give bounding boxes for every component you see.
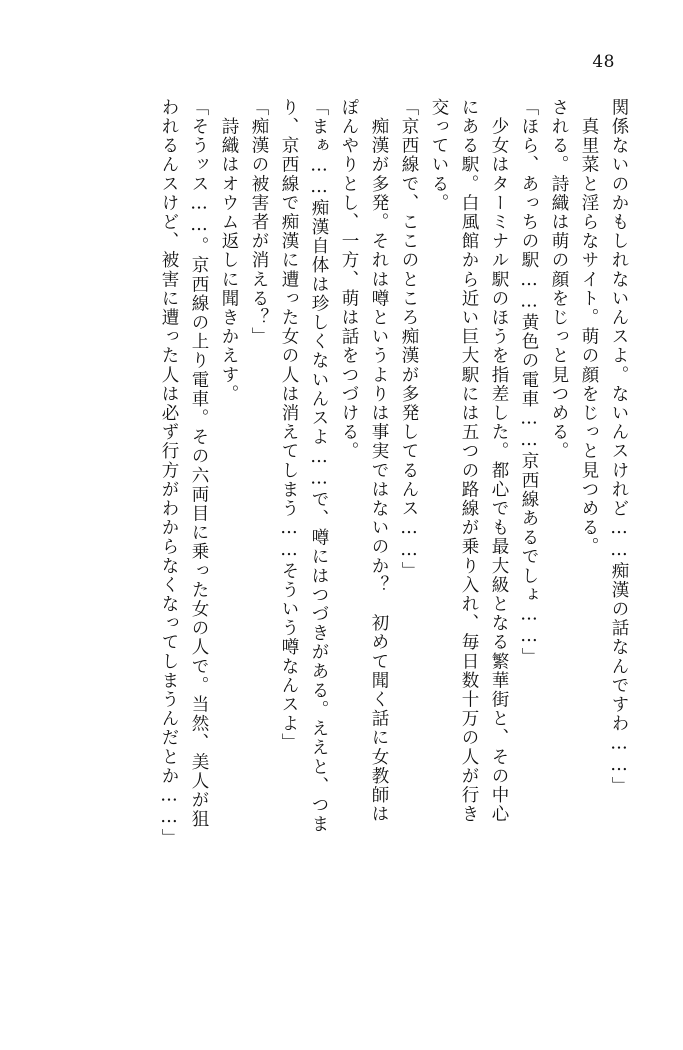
text-line: り、京西線で痴漢に遭った女の人は消えてしまう……そういう噂なんスよ」	[279, 98, 299, 753]
text-line: 詩織はオウム返しに聞きかえす。	[219, 98, 239, 404]
text-line: される。詩織は萌の顔をじっと見つめる。	[549, 98, 569, 461]
text-line: 関係ないのかもしれないんスよ。ないんスけれど……痴漢の話なんですわ……」	[609, 98, 629, 796]
text-line: 交っている。	[429, 98, 449, 213]
text-line: ぽんやりとし、一方、萌は話をつづける。	[339, 98, 359, 461]
page-number: 48	[592, 52, 615, 72]
text-line: 「まぁ……痴漢自体は珍しくないんスよ……で、噂にはつづきがある。ええと、つま	[309, 98, 329, 834]
text-line: われるんスけど、被害に遭った人は必ず行方がわからなくなってしまうんだとか……」	[159, 98, 179, 848]
text-line: 真里菜と淫らなサイト。萌の顔をじっと見つめる。	[579, 98, 599, 557]
text-line: 痴漢が多発。それは噂というよりは事実ではないのか？ 初めて聞く話に女教師は	[369, 98, 389, 824]
text-line: 「京西線で、ここのところ痴漢が多発してるんス……」	[399, 98, 419, 581]
text-line: 少女はターミナル駅のほうを指差した。都心でも最大級となる繁華街と、その中心	[489, 98, 509, 824]
text-line: 「ほら、あっちの駅……黄色の電車……京西線あるでしょ……」	[519, 98, 539, 667]
text-line: 「そうッス……。京西線の上り電車。その六両目に乗った女の人で。当然、美人が狙	[189, 98, 209, 829]
text-line: にある駅。白風館から近い巨大駅には五つの路線が乗り入れ、毎日数十万の人が行き	[459, 98, 479, 824]
text-line: 「痴漢の被害者が消える？」	[249, 98, 269, 347]
vertical-text-body	[42, 98, 627, 990]
